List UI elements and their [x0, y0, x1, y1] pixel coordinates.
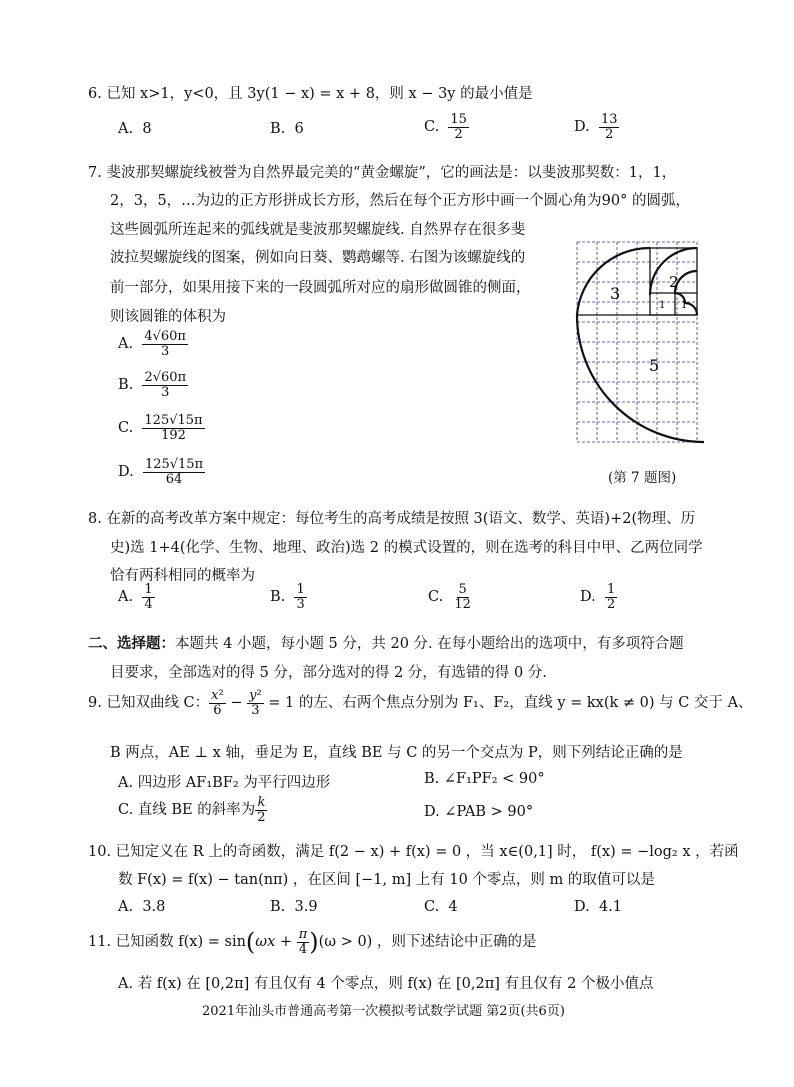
q6-option-a: A. 8 — [118, 121, 152, 137]
q8-option-a: A. $\frac{1}{4}$ — [118, 582, 153, 612]
page-footer: 2021年汕头市普通高考第一次模拟考试数学试题 第2页(共6页) — [202, 1004, 565, 1019]
q10-option-d: D. 4.1 — [574, 899, 622, 915]
q10-option-c: C. 4 — [424, 899, 458, 915]
q8-line2: 史)选 1+4(化学、生物、地理、政治)选 2 的模式设置的，则在选考的科目中甲、乙两位同学 — [110, 540, 703, 556]
q7-line4: 波拉契螺旋线的图案，例如向日葵、鹦鹉螺等. 右图为该螺旋线的 — [110, 250, 526, 266]
fibonacci-spiral-figure — [570, 240, 708, 446]
figure-caption: (第 7 题图) — [608, 470, 677, 486]
q11-line1: 11. 已知函数 f(x) = sin(ωx + $\frac{\pi}{4}$ )(ω > 0) ，则下述结论中正确的是 — [88, 927, 537, 957]
q7-option-c: C. $\frac{125√15\pi}{192}$ — [118, 413, 203, 443]
q10-option-a: A. 3.8 — [118, 899, 166, 915]
q8-option-b: B. $\frac{1}{3}$ — [270, 582, 305, 612]
q9-option-b: B. ∠F₁PF₂ < 90° — [424, 771, 545, 787]
q10-line2: 数 F(x) = f(x) − tan(nπ) ，在区间 [−1, m] 上有 10 个零点，则 m 的取值可以是 — [118, 872, 655, 888]
fig-label-2: 2 — [669, 273, 679, 291]
q6-option-c: C. $\frac{15}{2}$ — [424, 112, 467, 142]
fig-label-5: 5 — [649, 356, 660, 375]
q6-stem: 6. 已知 x>1，y<0，且 3y(1 − x) = x + 8，则 x − 3y 的最小值是 — [88, 86, 533, 102]
q6-option-d: D. $\frac{13}{2}$ — [574, 112, 618, 142]
q7-line3: 这些圆弧所连起来的弧线就是斐波那契螺旋线. 自然界存在很多斐 — [110, 222, 526, 238]
q9-line2: B 两点，AE ⊥ x 轴，垂足为 E，直线 BE 与 C 的另一个交点为 P，则下列结论正确的是 — [110, 745, 683, 761]
q9-option-c: C. 直线 BE 的斜率为 $\frac{k}{2}$ — [118, 795, 266, 825]
q10-option-b: B. 3.9 — [270, 899, 318, 915]
q7-line6: 则该圆锥的体积为 — [110, 309, 226, 325]
q7-option-d: D. $\frac{125√15\pi}{64}$ — [118, 457, 204, 487]
q9-line1: 9. 已知双曲线 C： $\frac{\text{x²}}{6}$ − $\frac{\text{y²}}{3}$ = 1 的左、右两个焦点分别为 F₁、F₂，直线 y = kx(k ≠ 0) 与 C 交于 A、 — [88, 688, 753, 718]
fig-label-1a: 1 — [659, 300, 666, 311]
q9-option-a: A. 四边形 AF₁BF₂ 为平行四边形 — [118, 775, 331, 791]
section2-line1: 二、选择题：本题共 4 小题，每小题 5 分，共 20 分. 在每小题给出的选项中，有多项符合题 — [88, 635, 684, 652]
q7-line5: 前一部分，如果用接下来的一段圆弧所对应的扇形做圆锥的侧面， — [110, 280, 531, 296]
q7-line2: 2，3，5，…为边的正方形拼成长方形，然后在每个正方形中画一个圆心角为90° 的圆弧， — [110, 193, 690, 209]
section2-line2: 目要求，全部选对的得 5 分，部分选对的得 2 分，有选错的得 0 分. — [110, 665, 547, 681]
q9-option-d: D. ∠PAB > 90° — [424, 804, 534, 820]
q7-option-a: A. $\frac{4√60\pi}{3}$ — [118, 329, 186, 359]
q8-option-d: D. $\frac{1}{2}$ — [580, 582, 616, 612]
q6-option-b: B. 6 — [270, 121, 304, 137]
fig-label-3: 3 — [610, 284, 621, 303]
q8-line1: 8. 在新的高考改革方案中规定：每位考生的高考成绩是按照 3(语文、数学、英语)+2(物理、历 — [88, 511, 696, 527]
q8-option-c: C. $\frac{5}{12}$ — [428, 582, 471, 612]
q11-option-a: A. 若 f(x) 在 [0,2π] 有且仅有 4 个零点，则 f(x) 在 [0,2π] 有且仅有 2 个极小值点 — [118, 976, 654, 992]
fig-label-1b: 1 — [681, 300, 688, 311]
section2-heading: 二、选择题： — [88, 635, 175, 652]
q7-line1: 7. 斐波那契螺旋线被誉为自然界最完美的“黄金螺旋”，它的画法是：以斐波那契数：1，1， — [88, 165, 677, 181]
q8-line3: 恰有两科相同的概率为 — [110, 568, 255, 584]
q10-line1: 10. 已知定义在 R 上的奇函数，满足 f(2 − x) + f(x) = 0 ，当 x∈(0,1] 时， f(x) = −log₂ x ，若函 — [88, 844, 739, 860]
q7-option-b: B. $\frac{2√60\pi}{3}$ — [118, 370, 187, 400]
